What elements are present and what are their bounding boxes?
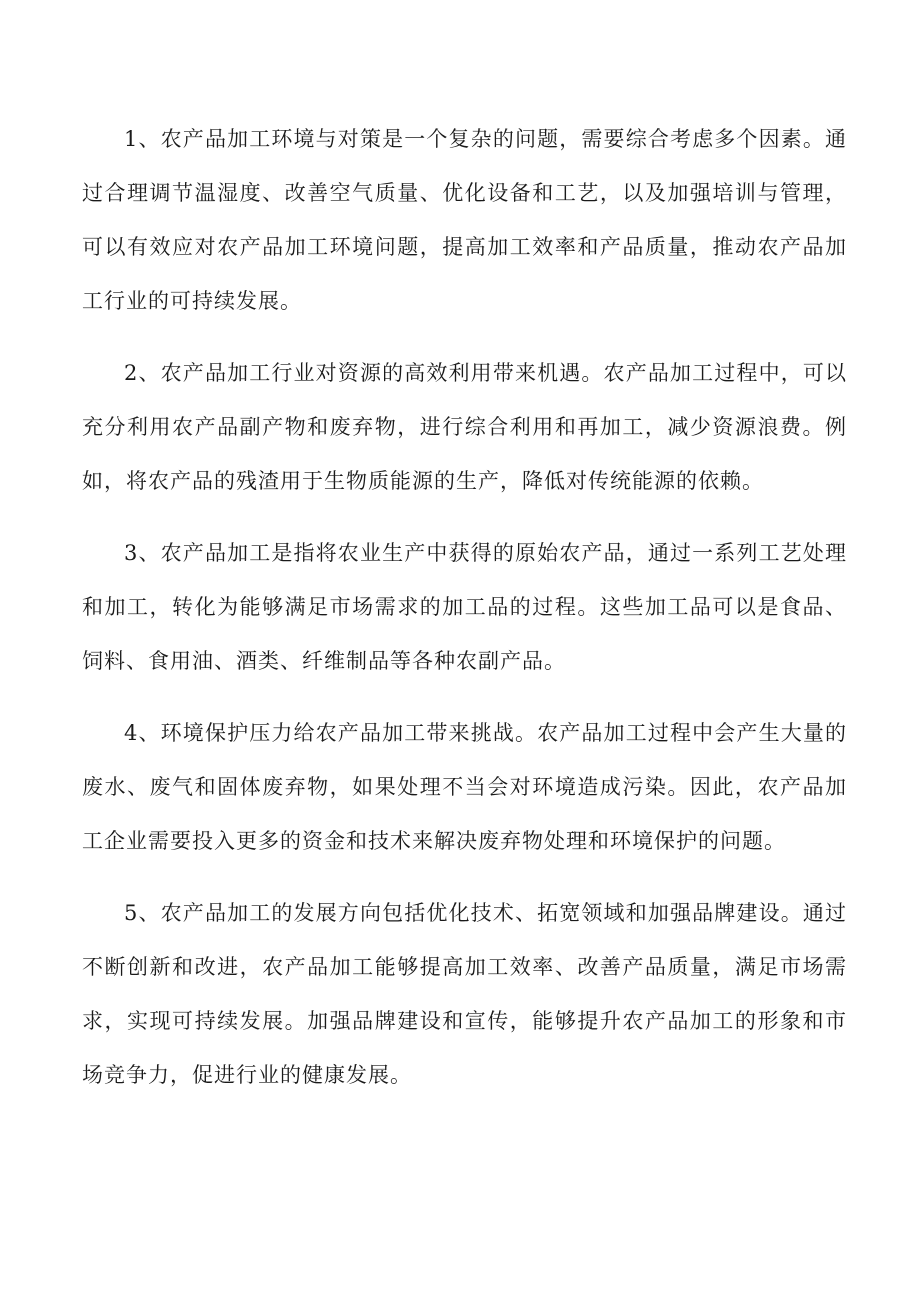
- paragraph-2: 2、农产品加工行业对资源的高效利用带来机遇。农产品加工过程中，可以充分利用农产品副产物和废弃物，进行综合利用和再加工，减少资源浪费。例如，将农产品的残渣用于生物质能源的生产，降低对传统能源的依赖。: [82, 361, 847, 493]
- paragraph-4: 4、环境保护压力给农产品加工带来挑战。农产品加工过程中会产生大量的废水、废气和固体废弃物，如果处理不当会对环境造成污染。因此，农产品加工企业需要投入更多的资金和技术来解决废弃物处理和环境保护的问题。: [82, 721, 847, 853]
- paragraph-1: 1、农产品加工环境与对策是一个复杂的问题，需要综合考虑多个因素。通过合理调节温湿度、改善空气质量、优化设备和工艺，以及加强培训与管理，可以有效应对农产品加工环境问题，提高加工效率和产品质量，推动农产品加工行业的可持续发展。: [82, 127, 847, 313]
- document-body: [82, 112, 847, 1120]
- paragraph-5: 5、农产品加工的发展方向包括优化技术、拓宽领域和加强品牌建设。通过不断创新和改进，农产品加工能够提高加工效率、改善产品质量，满足市场需求，实现可持续发展。加强品牌建设和宣传，能够提升农产品加工的形象和市场竞争力，促进行业的健康发展。: [82, 901, 847, 1087]
- paragraph-3: 3、农产品加工是指将农业生产中获得的原始农产品，通过一系列工艺处理和加工，转化为能够满足市场需求的加工品的过程。这些加工品可以是食品、饲料、食用油、酒类、纤维制品等各种农副产品。: [82, 541, 847, 673]
